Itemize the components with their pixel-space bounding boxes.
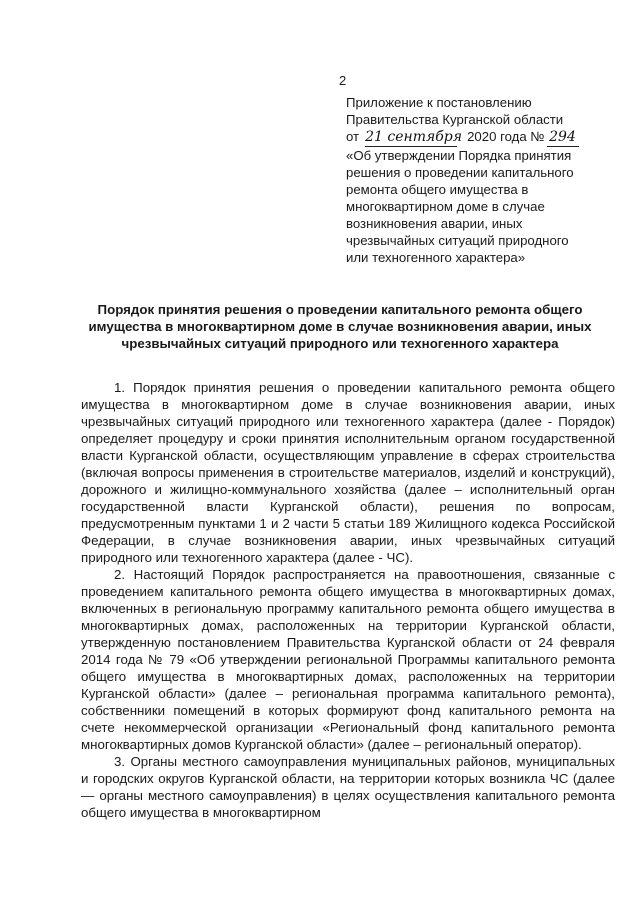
decree-line: ремонта общего имущества в bbox=[346, 182, 529, 197]
title-line: Порядок принятия решения о проведении капитального ремонта общего bbox=[97, 302, 583, 317]
decree-line: или техногенного характера» bbox=[346, 250, 526, 265]
handwritten-number: 294 bbox=[547, 129, 579, 147]
decree-line: чрезвычайных ситуаций природного bbox=[346, 233, 569, 248]
appendix-line-2: Правительства Курганской области bbox=[346, 112, 564, 127]
page-number: 2 bbox=[339, 73, 347, 88]
title-line: чрезвычайных ситуаций природного или техногенного характера bbox=[121, 336, 559, 351]
paragraph-1: 1. Порядок принятия решения о проведении капитального ремонта общего имущества в многоквартирном доме в случае возникновения аварии, иных чрезвычайных ситуаций природного или техногенного характера (далее - Порядок) определяет процедуру и сроки принятия исполнительным органом государственной власти Курганской области, осуществляющим управление в сферах строительства (включая вопросы применения в строительстве материалов, изделий и конструкций), дорожного и жилищно-коммунального хозяйства (далее – исполнительный орган государственной власти Курганской области), решения по вопросам, предусмотренным пунктами 1 и 2 части 5 статьи 189 Жилищного кодекса Российской Федерации, в случае возникновения аварии, иных чрезвычайных ситуаций природного или техногенного характера (далее - ЧС). bbox=[81, 380, 615, 565]
decree-line: многоквартирном доме в случае bbox=[346, 199, 545, 214]
year-text: 2020 года № bbox=[467, 129, 545, 144]
handwritten-date: 21 сентября bbox=[365, 129, 463, 145]
paragraph-3: 3. Органы местного самоуправления муниципальных районов, муниципальных и городских округов Курганской области, на территории которых возникла ЧС (далее — органы местного самоуправления) в целях осуществления капитального ремонта общего имущества в многоквартирном bbox=[81, 754, 615, 820]
appendix-header bbox=[346, 94, 616, 266]
decree-line: «Об утверждении Порядка принятия bbox=[346, 148, 572, 163]
decree-line: возникновения аварии, иных bbox=[346, 216, 523, 231]
appendix-line-1: Приложение к постановлению bbox=[346, 95, 532, 110]
date-prefix: от bbox=[346, 129, 360, 144]
paragraph-2: 2. Настоящий Порядок распространяется на правоотношения, связанные с проведением капитального ремонта общего имущества в многоквартирных домах, включенных в региональную программу капитального ремонта общего имущества в многоквартирных домах, расположенных на территории Курганской области, утвержденную постановлением Правительства Курганской области от 24 февраля 2014 года № 79 «Об утверждении региональной Программы капитального ремонта общего имущества в многоквартирных домах, расположенных на территории Курганской области» (далее – региональная программа капитального ремонта), собственники помещений в которых формируют фонд капитального ремонта на счете некоммерческой организации «Региональный фонд капитального ремонта многоквартирных домов Курганской области» (далее – региональный оператор). bbox=[81, 567, 615, 752]
decree-line: решения о проведении капитального bbox=[346, 165, 574, 180]
appendix-date-line bbox=[346, 128, 616, 147]
document-title bbox=[60, 301, 620, 352]
title-line: имущества в многоквартирном доме в случае возникновения аварии, иных bbox=[88, 319, 592, 334]
document-body bbox=[81, 379, 615, 821]
